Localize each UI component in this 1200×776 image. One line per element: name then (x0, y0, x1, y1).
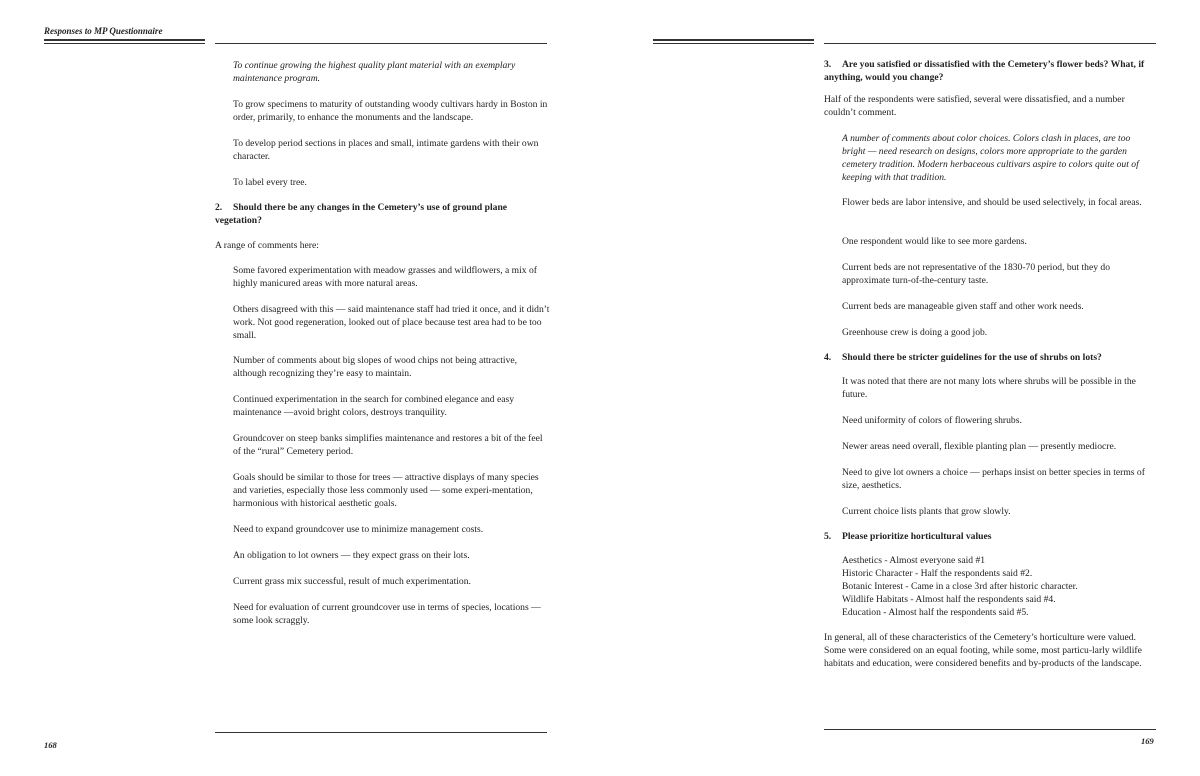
question-number: 5. (824, 531, 832, 542)
list-item: Groundcover on steep banks simplifies maintenance and restores a bit of the feel of the “rural” Cemetery period. (233, 433, 543, 457)
page-number: 168 (44, 740, 57, 750)
list-item: Current grass mix successful, result of much experimentation. (233, 576, 471, 587)
question-number: 3. (824, 59, 832, 70)
list-item: Goals should be similar to those for trees — attractive displays of many species and varieties, especially those less commonly used — some experi-mentation, harmonious with historical aesthetic goals. (233, 472, 539, 509)
question-text: Are you satisfied or dissatisfied with the Cemetery’s flower beds? What, if anything, would you change? (824, 59, 1145, 83)
question-text: Should there be stricter guidelines for the use of shrubs on lots? (842, 352, 1102, 363)
page-number: 169 (1141, 736, 1154, 746)
running-head: Responses to MP Questionnaire (44, 26, 163, 36)
header-rule (653, 39, 814, 41)
goal-item: To label every tree. (233, 177, 307, 188)
goal-item: To develop period sections in places and small, intimate gardens with their own character. (233, 138, 539, 162)
question-text: Please prioritize horticultural values (842, 531, 992, 542)
header-rule (824, 43, 1156, 44)
priority-item: Education - Almost half the respondents said #5. (842, 607, 1029, 618)
list-item: Current beds are not representative of the 1830-70 period, but they do approximate turn-of-the-century taste. (842, 262, 1111, 286)
list-item: Flower beds are labor intensive, and should be used selectively, in focal areas. (842, 197, 1142, 208)
priority-item: Botanic Interest - Came in a close 3rd after historic character. (842, 581, 1078, 592)
question-number: 2. (215, 202, 223, 213)
question-3-heading (824, 58, 1154, 84)
list-item: Need uniformity of colors of flowering shrubs. (842, 415, 1022, 426)
header-rule (653, 43, 814, 44)
question-3-italic: A number of comments about color choices. Colors clash in places, are too bright — need research on designs, colors more appropriate to the garden cemetery tradition. Modern herbaceous cultivars aspire to colors quite out of keeping with that tradition. (842, 133, 1139, 183)
list-item: Newer areas need overall, flexible planting plan — presently mediocre. (842, 441, 1117, 452)
question-2-intro: A range of comments here: (215, 240, 319, 251)
list-item: Current beds are manageable given staff and other work needs. (842, 301, 1084, 312)
question-4-heading (824, 351, 1154, 364)
footer-rule (824, 729, 1156, 730)
list-item: Greenhouse crew is doing a good job. (842, 327, 988, 338)
list-item: An obligation to lot owners — they expect grass on their lots. (233, 550, 470, 561)
list-item: Current choice lists plants that grow slowly. (842, 506, 1011, 517)
list-item: Need to give lot owners a choice — perhaps insist on better species in terms of size, aesthetics. (842, 467, 1145, 491)
header-rule (44, 39, 205, 41)
question-text: Should there be any changes in the Cemetery’s use of ground plane vegetation? (215, 202, 508, 226)
conclusion: In general, all of these characteristics of the Cemetery’s horticulture were valued. Some were considered on an equal footing, while some, most particu-larly wildlife habitats and education, were considered benefits and by-products of the landscape. (824, 632, 1142, 669)
list-item: Some favored experimentation with meadow grasses and wildflowers, a mix of highly manicured areas with more natural areas. (233, 265, 537, 289)
goal-italic: To continue growing the highest quality plant material with an exemplary maintenance program. (233, 60, 516, 84)
priority-item: Wildlife Habitats - Almost half the respondents said #4. (842, 594, 1056, 605)
list-item: Need for evaluation of current groundcover use in terms of species, locations — some look scraggly. (233, 602, 541, 626)
list-item: Need to expand groundcover use to minimize management costs. (233, 524, 484, 535)
question-5-heading (824, 530, 1154, 543)
header-rule (44, 43, 205, 44)
goal-item: To grow specimens to maturity of outstanding woody cultivars hardy in Boston in order, primarily, to enhance the monuments and the landscape. (233, 99, 548, 123)
priority-item: Aesthetics - Almost everyone said #1 (842, 555, 986, 566)
question-number: 4. (824, 352, 832, 363)
list-item: Others disagreed with this — said maintenance staff had tried it once, and it didn’t work. Not good regeneration, looked out of place because test area had to be too small. (233, 304, 550, 341)
list-item: It was noted that there are not many lots where shrubs will be possible in the future. (842, 376, 1136, 400)
list-item: One respondent would like to see more gardens. (842, 236, 1027, 247)
list-item: Continued experimentation in the search for combined elegance and easy maintenance —avoid bright colors, destroys tranquility. (233, 394, 515, 418)
list-item: Number of comments about big slopes of wood chips not being attractive, although recognizing they’re easy to maintain. (233, 355, 518, 379)
priority-list (842, 554, 1154, 619)
header-rule (215, 43, 547, 44)
priority-item: Historic Character - Half the respondents said #2. (842, 568, 1033, 579)
footer-rule (215, 732, 547, 733)
question-3-summary: Half of the respondents were satisfied, several were dissatisfied, and a number couldn’t comment. (824, 94, 1125, 118)
question-2-heading (215, 201, 551, 227)
